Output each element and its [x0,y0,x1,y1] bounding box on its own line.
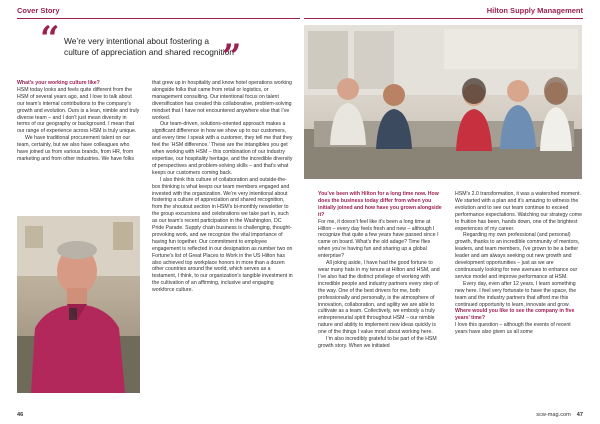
header-rule-right [304,18,583,19]
paragraph: HSM today looks and feels quite different from the HSM of several years ago, and I love to talk about our team’s internal contributions to the company’s growth and evolution. Ours is a lean, nimble and truly diverse team – and I don’t just mean diversity in terms of our geography or background. I mean that our range of experience across HSM is truly unique. [17,86,140,135]
question-working-culture: What’s your working culture like? [17,80,100,86]
paragraph: that grew up in hospitality and know hotel operations working alongside folks that came from retail or logistics, or management consulting. Our intentional focus on talent diversification has created this collaborative, problem-solving mindset that I have not encountered anywhere else that I’ve worked. [152,80,292,121]
quote-open-mark: “ [40,19,60,59]
column-3 [318,191,444,350]
footer-right [536,412,583,418]
portrait-photo [17,216,140,393]
team-illustration [304,25,582,179]
paragraph: For me, it doesn’t feel like it’s been a long time at Hilton – every day feels fresh and new – although I recognize that quite a few years have passed since I came on board. What’s the old adage? Time flies when you’re having fun and sharing up a global enterprise? [318,218,439,260]
paragraph: I’m also incredibly grateful to be part of the HSM growth story. When we initiated [318,336,437,349]
team-photo [304,25,582,179]
paragraph: We have traditional procurement talent on our team, certainly, but we also have colleagues who have joined us from various brands, from HR, from marketing and from other industries. We have folks [17,135,134,162]
question-tenure: You’ve been with Hilton for a long time now. How does the business today differ from when you initially joined and how have you grown alongside it? [318,191,442,218]
paragraph: I love this question – although the events of recent years have also given us all some [455,322,571,336]
paragraph: Every day, even after 12 years, I learn something new here. I feel very fortunate to have the space, the team and the industry partners that afford me this continued opportunity to learn, innovate and grow. [455,280,577,308]
paragraph: HSM’s 2.0 transformation, it was a watershed moment. We started with a plan and it’s amazing to witness the evolution and to see our team continue to exceed performance expectations. Watching our strategy come to fruition has been, hands down, one of the brightest experiences of my career. [455,191,582,232]
paragraph: Our team-driven, solutions-oriented approach makes a significant difference in how we show up to our customers, and every time I speak with a customer, they tell me that they feel the ‘HSM difference.’ These are the intangibles you get when working with HSM – this combination of our industry expertise, our hospitality heritage, and the incredible diversity of perspectives and problem-solving skills – and that’s what keeps our customers coming back. [152,121,293,176]
column-4 [455,191,582,336]
paragraph: Regarding my own professional (and personal) growth, thanks to an incredible community of mentors, leaders, and team members, I’ve grown to be a better leader and am always seeking out new growth and development opportunities – just as we are continuously looking for new avenues to enhance our service model and improve performance at HSM. [455,232,580,280]
site-url[interactable]: scw-mag.com [536,412,571,418]
question-five-years: Where would you like to see the company in five years’ time? [455,308,575,322]
paragraph: I also think this culture of collaboration and outside-the-box thinking is what keeps our team members engaged and invested with the organization. We’re very intentional about fostering a culture of appreciation and shared recognition, from the shoutout section in HSM’s bi-monthly newsletter to the group excursions and celebrations we take part in, such as our team’s recent participation in the Washington, DC Pride Parade. Supply chain business is challenging, thought-provoking work, and we recognize the vital importance of having fun together. Our commitment to employee engagement is reflected in our designation as number two on Fortune’s list of Great Places to Work in the US Hilton has also achieved top workplace honors in more than a dozen other countries around the world, which serves as a testament, I think, to our organization’s tangible investment in the cultivation of an affirming, inclusive and engaging workforce culture. [152,176,293,294]
page-number-right: 47 [576,412,583,418]
column-2 [152,80,293,380]
quote-close-mark: ” [222,37,242,77]
column-1 [17,80,140,163]
pull-quote: We’re very intentional about fostering a culture of appreciation and shared recognition [64,36,234,57]
portrait-illustration [17,216,140,393]
paragraph: All joking aside, I have had the good fortune to wear many hats in my tenure at Hilton and HSM, and I’ve also had the distinct privilege of working with incredible people and industry partners every step of the way. One of the best drivers for me, both professionally and personally, is the atmosphere of innovation, collaboration, and agility we are able to cultivate as a team. Collectively, we embody a truly entrepreneurial spirit throughout HSM – our nimble nature and ability to implement new ideas quickly is one of the things I value most about working here. [318,260,440,336]
page-number-left: 46 [17,412,24,418]
header-left: Cover Story [17,6,60,15]
header-right: Hilton Supply Management [486,6,583,15]
